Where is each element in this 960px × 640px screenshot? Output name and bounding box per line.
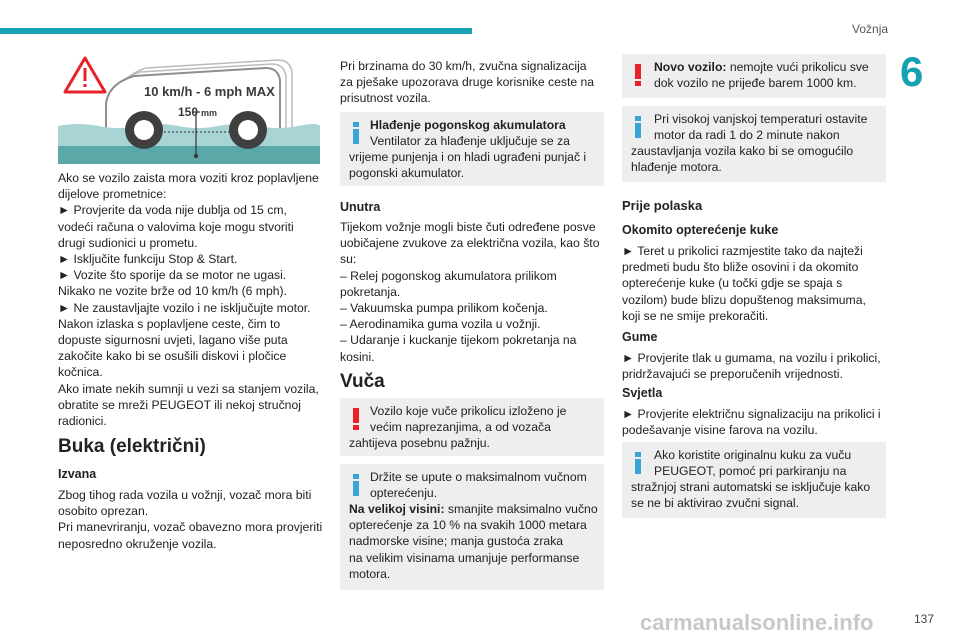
tyres-text: ► Provjerite tlak u gumama, na vozilu i prikolici, pridržavajući se preporučenih vrijednosti. xyxy=(622,351,881,382)
warning-triangle-icon xyxy=(65,58,105,92)
flood-driving-text: Ako se vozilo zaista mora voziti kroz poplavljene dijelove prometnice: ► Provjerite da voda nije dublja od 15 cm, vodeći računa o valovima koje mogu stvoriti drugi sudionici u prometu. ► Isključite funkciju Stop & Start. ► Vozite što sporije da se motor ne ugasi. Nikako ne vozite brže od 10 km/h (6 mph). ► Ne zaustavljajte vozilo i ne isključujte motor. Nakon izlaska s poplavljene ceste, čim to dopuste sigurnosni uvjeti, lagano više puta zakočite kako bi se osušili diskovi i pločice kočnica. Ako imate nekih sumnji u vezi sa stanjem vozila, obratite se mreži PEUGEOT ili nekoj stručnoj radionici. xyxy=(58,171,319,429)
noise-heading: Buka (električni) xyxy=(58,436,206,457)
new-vehicle-warning-box: Novo vozilo: nemojte vući prikolicu sve dok vozilo ne prijeđe barem 1000 km. xyxy=(622,54,886,98)
parking-aid-info-box: Ako koristite originalnu kuku za vuču PEUGEOT, pomoć pri parkiranju na stražnjoj strani automatski se isključuje kako se ne bi aktivirao zvučni signal. xyxy=(622,442,886,518)
towing-warning-box: Vozilo koje vuče prikolicu izloženo je većim naprezanjima, a od vozača zahtijeva posebnu pažnju. xyxy=(340,398,604,456)
section-title: Vožnja xyxy=(852,22,889,36)
engine-cooling-info-box: Pri visokoj vanjskoj temperaturi ostavite motor da radi 1 do 2 minute nakon zaustavljanja vozila kako bi se omogućilo hlađenje motora. xyxy=(622,106,886,182)
warning-exclamation-icon xyxy=(632,64,644,86)
before-departure-heading: Prije polaska xyxy=(622,198,703,213)
info-icon xyxy=(350,474,362,496)
inside-heading: Unutra xyxy=(340,200,381,214)
tyres-heading: Gume xyxy=(622,330,658,344)
hitch-load-text: ► Teret u prikolici razmjestite tako da najteži predmeti budu što bliže osovini i da okomito opterećenje kuke (u točki gdje se spaja s vozilom) bude blizu dopuštenog maksimuma, koji se ne smije prekoračiti. xyxy=(622,244,866,323)
pedestrian-signal-text: Pri brzinama do 30 km/h, zvučna signalizacija za pješake upozorava druge korisnike ceste na prisutnost vozila. xyxy=(340,59,595,106)
new-vehicle-label: Novo vozilo: xyxy=(654,60,727,74)
header-accent-bar xyxy=(0,28,472,34)
hitch-load-heading: Okomito opterećenje kuke xyxy=(622,223,779,237)
depth-unit: mm xyxy=(201,108,218,118)
info-icon xyxy=(632,452,644,474)
lights-heading: Svjetla xyxy=(622,386,663,400)
lights-text: ► Provjerite električnu signalizaciju na prikolici i podešavanje visine farova na vozilu. xyxy=(622,407,881,438)
info-icon xyxy=(632,116,644,138)
towing-heading: Vuča xyxy=(340,371,385,392)
outside-heading: Izvana xyxy=(58,467,97,481)
cooling-info-box: Hlađenje pogonskog akumulatora Ventilator za hlađenje uključuje se za vrijeme punjenja i on hladi ugrađeni punjač i pogonski akumulator. xyxy=(340,112,604,186)
altitude-info-box: Držite se upute o maksimalnom vučnom opterećenju. Na velikoj visini: smanjite maksimalno vučno opterećenje za 10 % na svakih 1000 metara nadmorske visine; manja gustoća zraka na velikim visinama umanjuje performanse motora. xyxy=(340,464,604,590)
speed-limit-label: 10 km/h - 6 mph MAX xyxy=(144,84,275,99)
altitude-label: Na velikoj visini: xyxy=(349,502,445,516)
depth-value: 150 xyxy=(178,105,199,119)
cooling-box-title: Hlađenje pogonskog akumulatora xyxy=(370,118,566,132)
inside-text: Tijekom vožnje mogli biste čuti određene posve uobičajene zvukove za električna vozila, kao što su: – Relej pogonskog akumulatora prilikom pokretanja. – Vakuumska pumpa prilikom kočenja. – Aerodinamika guma vozila u vožnji. – Udaranje i kuckanje tijekom pokretanja na kosini. xyxy=(340,220,600,364)
warning-exclamation-icon xyxy=(350,408,362,430)
chapter-number: 6 xyxy=(900,48,924,95)
watermark: carmanualsonline.info xyxy=(640,610,874,635)
page-number: 137 xyxy=(914,612,935,626)
flood-driving-illustration xyxy=(58,54,320,164)
info-icon xyxy=(350,122,362,144)
outside-text: Zbog tihog rada vozila u vožnji, vozač mora biti osobito oprezan. Pri manevriranju, vozač obavezno mora provjeriti neposredno okruženje vozila. xyxy=(58,488,323,551)
